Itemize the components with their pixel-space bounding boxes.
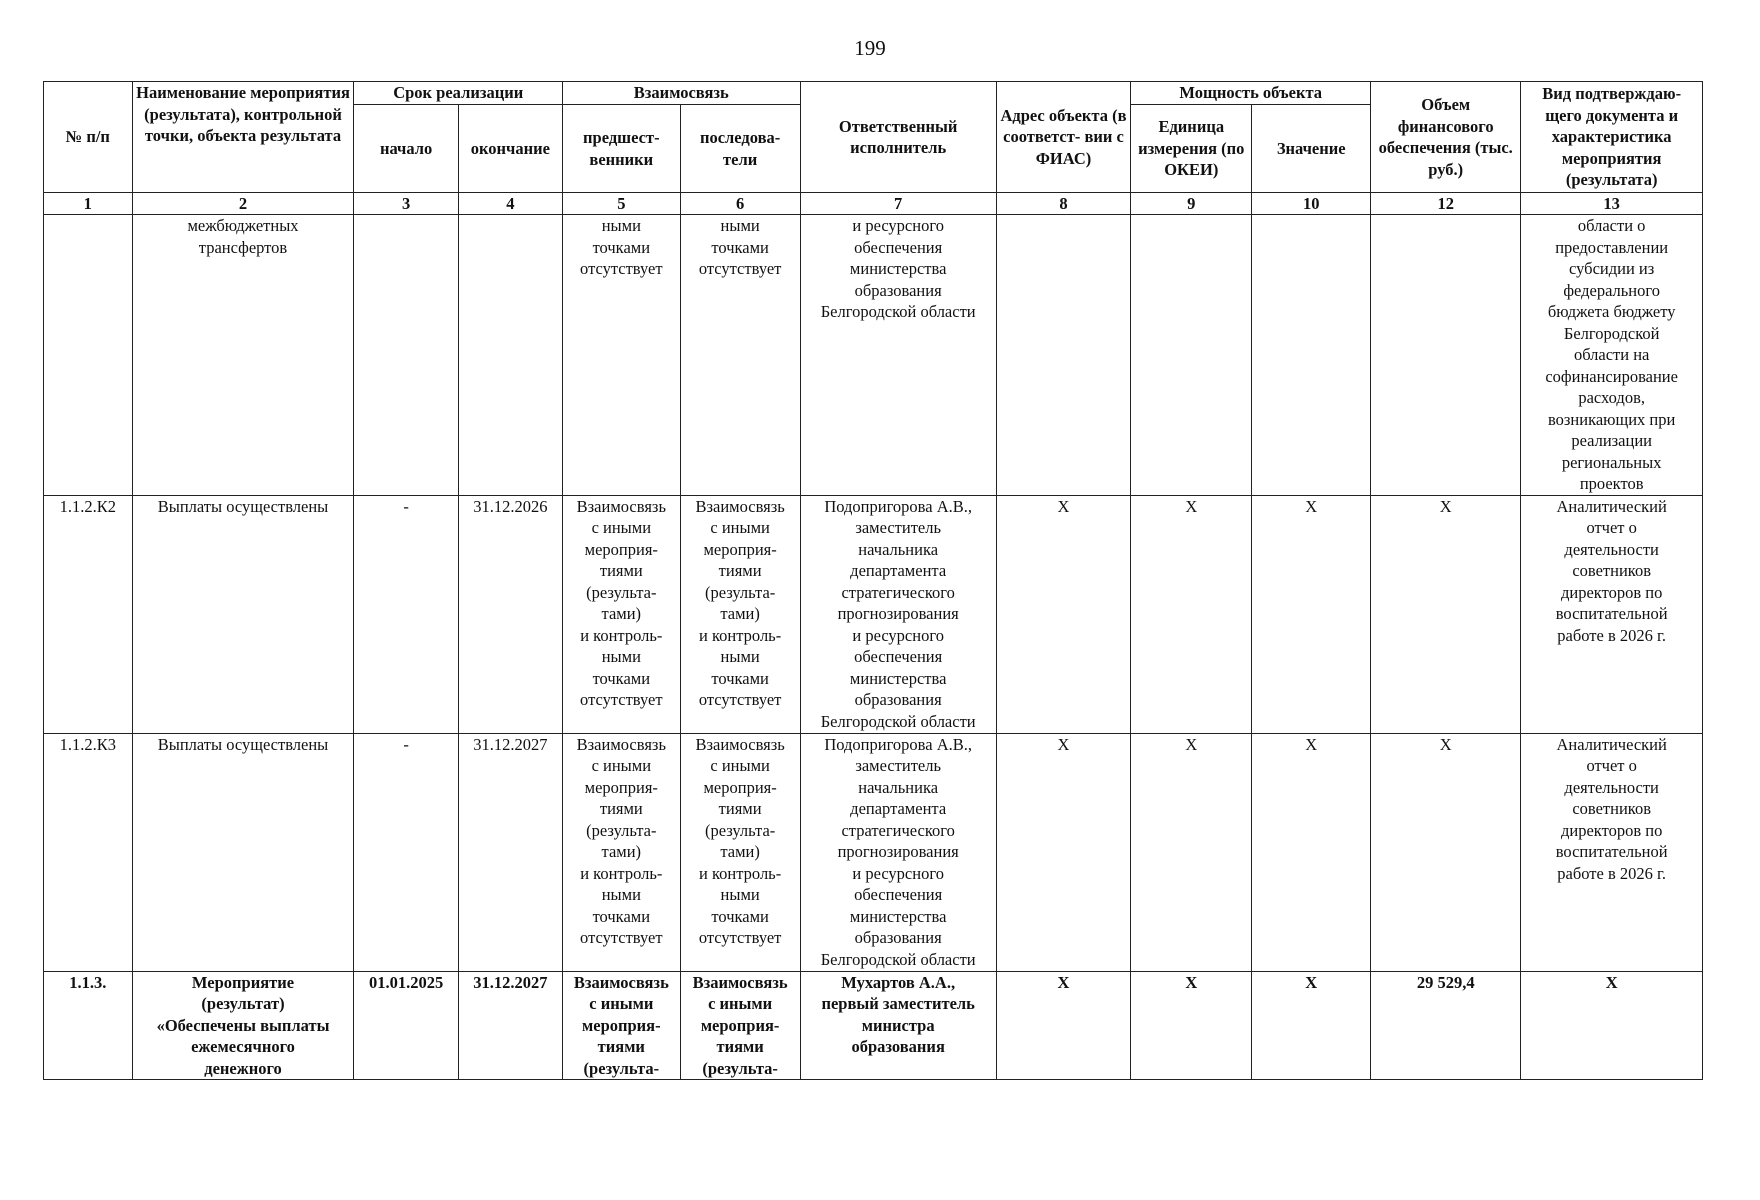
table-row — [44, 215, 1703, 496]
cell-end — [458, 215, 562, 496]
table-row — [44, 733, 1703, 971]
cell-value: Х — [1252, 733, 1371, 971]
cell-no — [44, 215, 133, 496]
cell-name: Выплаты осуществлены — [132, 733, 354, 971]
cell-address: Х — [996, 495, 1131, 733]
header-unit: Единица измерения (по ОКЕИ) — [1131, 105, 1252, 193]
header-term-group: Срок реализации — [354, 82, 562, 105]
cell-name: Мероприятие (результат) «Обеспечены выплаты ежемесячного денежного — [132, 971, 354, 1080]
cell-no: 1.1.2.К3 — [44, 733, 133, 971]
cell-end: 31.12.2027 — [458, 971, 562, 1080]
header-power-group: Мощность объекта — [1131, 82, 1371, 105]
header-successors: последова- тели — [680, 105, 800, 193]
cell-responsible: Мухартов А.А., первый заместитель министра образования — [800, 971, 996, 1080]
cell-start: - — [354, 733, 458, 971]
cell-predecessors: ными точками отсутствует — [562, 215, 680, 496]
column-number: 4 — [458, 193, 562, 215]
cell-end: 31.12.2026 — [458, 495, 562, 733]
cell-address: Х — [996, 971, 1131, 1080]
table-row — [44, 495, 1703, 733]
cell-no: 1.1.3. — [44, 971, 133, 1080]
cell-document: области о предоставлении субсидии из федерального бюджета бюджету Белгородской области на софинансирование расходов, возникающих при реализации региональных проектов — [1521, 215, 1703, 496]
column-number: 10 — [1252, 193, 1371, 215]
cell-successors: Взаимосвязь с иными мероприя- тиями (результа- тами) и контроль- ными точками отсутствует — [680, 495, 800, 733]
cell-financing: Х — [1371, 733, 1521, 971]
header-value: Значение — [1252, 105, 1371, 193]
cell-successors: Взаимосвязь с иными мероприя- тиями (результа- — [680, 971, 800, 1080]
column-number-row — [44, 193, 1703, 215]
header-name: Наименование мероприятия (результата), контрольной точки, объекта результата — [132, 82, 354, 193]
cell-address — [996, 215, 1131, 496]
cell-start: - — [354, 495, 458, 733]
header-end: окончание — [458, 105, 562, 193]
column-number: 7 — [800, 193, 996, 215]
cell-responsible: Подопригорова А.В., заместитель начальника департамента стратегического прогнозирования и ресурсного обеспечения министерства образования Белгородской области — [800, 733, 996, 971]
cell-name: межбюджетных трансфертов — [132, 215, 354, 496]
column-number: 1 — [44, 193, 133, 215]
cell-financing — [1371, 215, 1521, 496]
column-number: 2 — [132, 193, 354, 215]
cell-predecessors: Взаимосвязь с иными мероприя- тиями (результа- тами) и контроль- ными точками отсутствует — [562, 733, 680, 971]
column-number: 12 — [1371, 193, 1521, 215]
cell-address: Х — [996, 733, 1131, 971]
cell-start — [354, 215, 458, 496]
cell-document: Х — [1521, 971, 1703, 1080]
cell-unit: Х — [1131, 733, 1252, 971]
column-number: 9 — [1131, 193, 1252, 215]
column-number: 8 — [996, 193, 1131, 215]
cell-predecessors: Взаимосвязь с иными мероприя- тиями (результа- — [562, 971, 680, 1080]
header-link-group: Взаимосвязь — [562, 82, 800, 105]
cell-end: 31.12.2027 — [458, 733, 562, 971]
cell-no: 1.1.2.К2 — [44, 495, 133, 733]
column-number: 3 — [354, 193, 458, 215]
header-start: начало — [354, 105, 458, 193]
cell-value: Х — [1252, 495, 1371, 733]
cell-document: Аналитический отчет о деятельности советников директоров по воспитательной работе в 2026 г. — [1521, 733, 1703, 971]
cell-name: Выплаты осуществлены — [132, 495, 354, 733]
activities-table — [43, 81, 1703, 1080]
cell-unit: Х — [1131, 495, 1252, 733]
cell-predecessors: Взаимосвязь с иными мероприя- тиями (результа- тами) и контроль- ными точками отсутствует — [562, 495, 680, 733]
cell-start: 01.01.2025 — [354, 971, 458, 1080]
cell-value — [1252, 215, 1371, 496]
header-document: Вид подтверждаю- щего документа и характеристика мероприятия (результата) — [1521, 82, 1703, 193]
header-financing: Объем финансового обеспечения (тыс. руб.) — [1371, 82, 1521, 193]
cell-unit — [1131, 215, 1252, 496]
column-number: 5 — [562, 193, 680, 215]
cell-financing: Х — [1371, 495, 1521, 733]
column-number: 13 — [1521, 193, 1703, 215]
cell-financing: 29 529,4 — [1371, 971, 1521, 1080]
cell-value: Х — [1252, 971, 1371, 1080]
header-no: № п/п — [44, 82, 133, 193]
cell-document: Аналитический отчет о деятельности советников директоров по воспитательной работе в 2026 г. — [1521, 495, 1703, 733]
header-predecessors: предшест- венники — [562, 105, 680, 193]
cell-successors: ными точками отсутствует — [680, 215, 800, 496]
cell-responsible: Подопригорова А.В., заместитель начальника департамента стратегического прогнозирования и ресурсного обеспечения министерства образования Белгородской области — [800, 495, 996, 733]
cell-unit: Х — [1131, 971, 1252, 1080]
table-row — [44, 971, 1703, 1080]
page-number: 199 — [854, 36, 886, 60]
header-responsible: Ответственный исполнитель — [800, 82, 996, 193]
column-number: 6 — [680, 193, 800, 215]
cell-responsible: и ресурсного обеспечения министерства образования Белгородской области — [800, 215, 996, 496]
header-address: Адрес объекта (в соответст- вии с ФИАС) — [996, 82, 1131, 193]
cell-successors: Взаимосвязь с иными мероприя- тиями (результа- тами) и контроль- ными точками отсутствует — [680, 733, 800, 971]
